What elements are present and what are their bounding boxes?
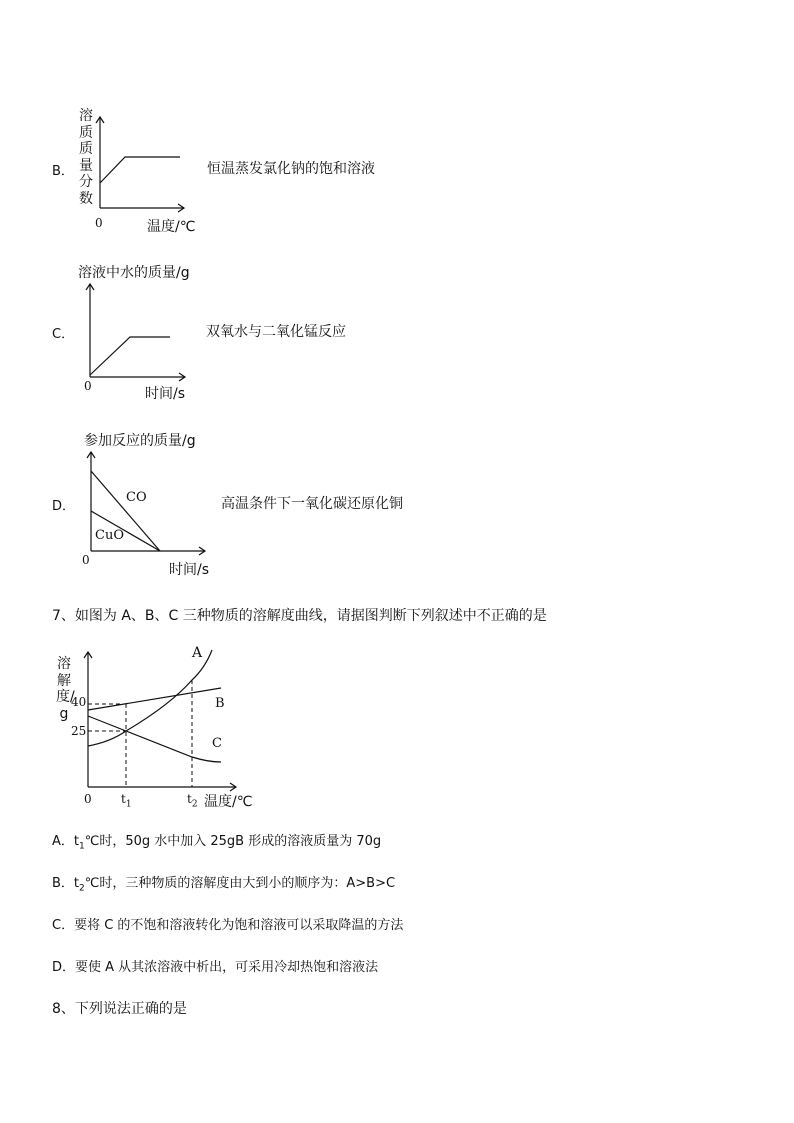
curve-b-line <box>88 688 221 710</box>
option-b-y-axis-label: 溶质质量分数 <box>79 108 93 207</box>
tick-40: 40 <box>71 695 87 709</box>
option-c-letter: C． <box>52 327 75 342</box>
option-c-y-axis-label: 溶液中水的质量/g <box>78 265 190 281</box>
option-c-origin: 0 <box>84 379 92 393</box>
option-c-x-arrow <box>179 373 185 381</box>
solubility-origin: 0 <box>84 792 92 806</box>
option-d-letter: D． <box>52 499 76 514</box>
question-7-option-b: B．$t_2℃$时，三种物质的溶解度由大到小的顺序为：A>B>C <box>52 876 396 894</box>
option-b-curve <box>100 157 180 183</box>
option-d-y-axis-label: 参加反应的质量/g <box>84 433 196 449</box>
question-8-stem: 8、下列说法正确的是 <box>52 1001 187 1017</box>
option-b-origin: 0 <box>95 216 103 230</box>
tick-t2: $t_2$ <box>187 792 198 810</box>
option-d-description: 高温条件下一氧化碳还原化铜 <box>221 496 403 512</box>
tick-t1: $t_1$ <box>121 792 132 810</box>
question-7-option-d: D．要使 A 从其浓溶液中析出，可采用冷却热饱和溶液法 <box>52 960 379 975</box>
tick-25: 25 <box>71 724 87 738</box>
option-b-description: 恒温蒸发氯化钠的饱和溶液 <box>207 161 375 177</box>
option-b-x-arrow <box>178 204 184 212</box>
option-d-cuo-label: CuO <box>95 528 124 543</box>
solubility-x-axis-label: 温度/℃ <box>204 794 253 810</box>
solubility-y-arrow <box>84 652 92 658</box>
question-7-option-a: A．$t_1℃$时，50g 水中加入 25gB 形成的溶液质量为 70g <box>52 834 382 852</box>
option-d-co-label: CO <box>126 490 147 505</box>
option-d-origin: 0 <box>82 553 90 567</box>
option-d-x-arrow <box>199 547 205 555</box>
solubility-y-axis-label: 溶解度/g <box>56 656 75 722</box>
option-c-x-axis-label: 时间/s <box>145 386 186 402</box>
question-7-option-c: C．要将 C 的不饱和溶液转化为饱和溶液可以采取降温的方法 <box>52 918 404 933</box>
option-d-x-axis-label: 时间/s <box>169 562 210 578</box>
curve-a-label: A <box>192 645 203 661</box>
option-b-letter: B． <box>52 164 74 179</box>
option-c-y-arrow <box>86 284 94 290</box>
option-b-x-axis-label: 温度/℃ <box>147 219 196 235</box>
curve-c-line <box>88 716 221 762</box>
question-7-stem: 7、如图为 A、B、C 三种物质的溶解度曲线，请据图判断下列叙述中不正确的是 <box>52 608 547 624</box>
curve-b-label: B <box>215 696 225 711</box>
curve-a-line <box>88 650 212 746</box>
option-c-description: 双氧水与二氧化锰反应 <box>206 324 346 340</box>
curve-c-label: C <box>212 736 222 751</box>
option-b-y-arrow <box>96 117 104 123</box>
option-d-y-arrow <box>87 452 95 458</box>
option-c-curve <box>90 337 170 375</box>
solubility-x-arrow <box>230 783 236 791</box>
